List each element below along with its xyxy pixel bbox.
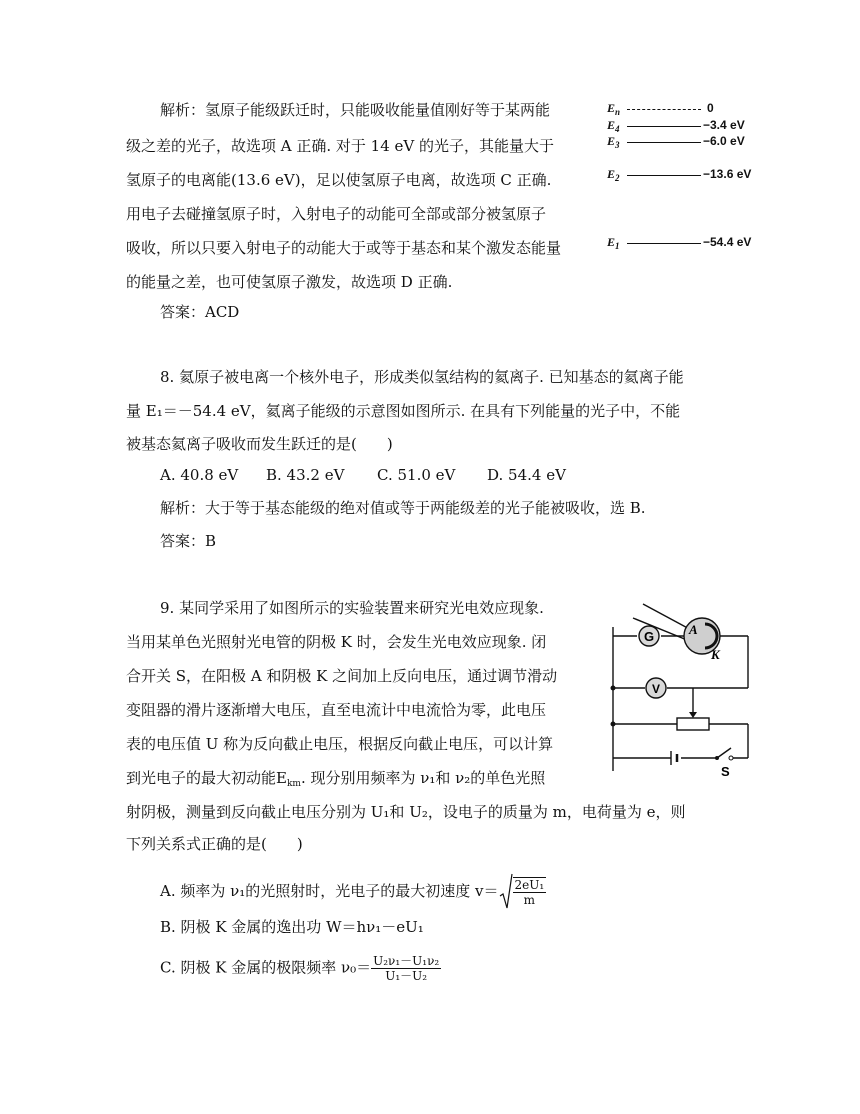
level-label-2: $E_2$: [607, 167, 620, 183]
q9-option-c: C. 阴极 K 金属的极限频率 ν₀＝ $\frac{\text{U₂ν₁－U₁ν₂}}{\text{U₁－U₂}}$: [160, 954, 440, 983]
level-line-3: [627, 142, 701, 143]
level-value-3: −6.0 eV: [703, 134, 745, 148]
q7-analysis-line-4: 用电子去碰撞氢原子时，入射电子的动能可全部或部分被氢原子: [126, 205, 547, 223]
level-line-n: [627, 109, 701, 110]
switch-label: S: [721, 764, 730, 779]
switch-lever: [717, 748, 731, 758]
q9-stem-line-2: 当用某单色光照射光电管的阴极 K 时，会发生光电效应现象. 闭: [126, 633, 547, 651]
q9-option-a: A. 频率为 ν₁的光照射时，光电子的最大初速度 v＝ $\frac{\text{2eU₁}}{m}$: [160, 872, 546, 912]
level-label-1: $E_1$: [607, 235, 620, 251]
q9-stem-line-5: 表的电压值 U 称为反向截止电压，根据反向截止电压，可以计算: [126, 735, 554, 753]
level-value-4: −3.4 eV: [703, 118, 745, 132]
q7-analysis-line-5: 吸收，所以只要入射电子的动能大于或等于基态和某个激发态能量: [126, 239, 562, 257]
q7-analysis-line-6: 的能量之差，也可使氢原子激发，故选项 D 正确.: [126, 273, 453, 291]
q8-analysis: 解析：大于等于基态能级的绝对值或等于两能级差的光子能被吸收，选 B.: [160, 499, 646, 517]
q9-option-a-fraction: $\frac{\text{2eU₁}}{m}$: [514, 878, 545, 907]
galvanometer-label: G: [643, 629, 655, 644]
cathode-label: K: [711, 647, 720, 662]
voltmeter-label: V: [651, 682, 661, 696]
junction-dot-2: [611, 722, 616, 727]
anode-label: A: [689, 622, 698, 637]
q8-stem-line-2: 量 E₁＝－54.4 eV，氦离子能级的示意图如图所示. 在具有下列能量的光子中，不能: [126, 402, 681, 420]
q9-stem-line-1: 9. 某同学采用了如图所示的实验装置来研究光电效应现象.: [160, 599, 544, 617]
junction-dot-1: [611, 686, 616, 691]
q9-option-c-fraction: $\frac{\text{U₂ν₁－U₁ν₂}}{\text{U₁－U₂}}$: [373, 954, 440, 983]
rheostat: [677, 718, 709, 730]
level-label-3: $E_3$: [607, 134, 620, 150]
slider-arrow-icon: [689, 712, 697, 718]
q8-answer: 答案：B: [160, 532, 217, 550]
q8-option-b: B. 43.2 eV: [266, 466, 345, 484]
q8-option-c: C. 51.0 eV: [377, 466, 456, 484]
photoelectric-circuit-diagram: [605, 596, 765, 780]
q7-analysis-line-1: 解析：氢原子能级跃迁时，只能吸收能量值刚好等于某两能: [160, 101, 551, 119]
switch-contact-dot: [729, 756, 733, 760]
switch-pivot-dot: [715, 756, 719, 760]
level-label-n: $E_n$: [607, 101, 621, 117]
q7-analysis-line-3: 氢原子的电离能(13.6 eV)，足以使氢原子电离，故选项 C 正确.: [126, 171, 552, 189]
q7-answer: 答案：ACD: [160, 303, 240, 321]
q9-stem-line-8: 下列关系式正确的是( ): [126, 835, 303, 853]
sqrt-sign-icon: [499, 872, 513, 912]
level-line-1: [627, 243, 701, 244]
q9-stem-line-4: 变阻器的滑片逐渐增大电压，直至电流计中电流恰为零，此电压: [126, 701, 547, 719]
level-line-4: [627, 126, 701, 127]
q8-option-a: A. 40.8 eV: [160, 466, 239, 484]
level-value-2: −13.6 eV: [703, 167, 752, 181]
q8-stem-line-1: 8. 氦原子被电离一个核外电子，形成类似氢结构的氦离子. 已知基态的氦离子能: [160, 368, 684, 386]
q8-option-d: D. 54.4 eV: [487, 466, 566, 484]
q9-stem-line-6: 到光电子的最大初动能$E_{km}$. 现分别用频率为 ν₁和 ν₂的单色光照: [126, 769, 546, 789]
q9-option-b: B. 阴极 K 金属的逸出功 W＝hν₁－eU₁: [160, 918, 424, 936]
q8-stem-line-3: 被基态氦离子吸收而发生跃迁的是( ): [126, 435, 393, 453]
q9-stem-line-7: 射阴极，测量到反向截止电压分别为 U₁和 U₂，设电子的质量为 m，电荷量为 e，则: [126, 803, 686, 821]
level-value-n: 0: [707, 101, 714, 115]
level-label-4: $E_4$: [607, 118, 620, 134]
level-value-1: −54.4 eV: [703, 235, 752, 249]
level-line-2: [627, 175, 701, 176]
q7-analysis-line-2: 级之差的光子，故选项 A 正确. 对于 14 eV 的光子，其能量大于: [126, 137, 555, 155]
q9-stem-line-3: 合开关 S，在阳极 A 和阴极 K 之间加上反向电压，通过调节滑动: [126, 667, 558, 685]
